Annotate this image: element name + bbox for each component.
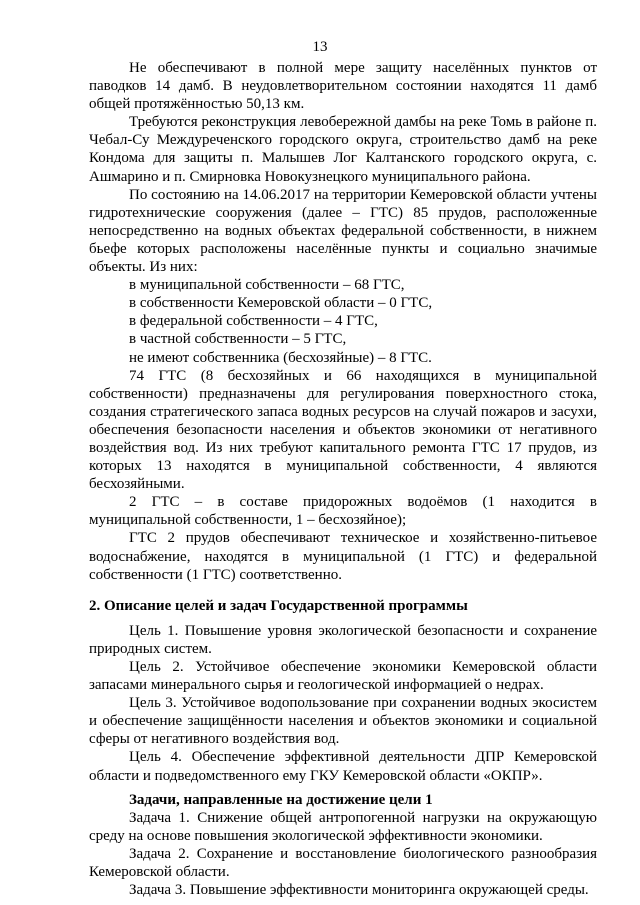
task-2: Задача 2. Сохранение и восстановление биологического разнообразия Кемеровской области. [89,845,597,881]
task-1: Задача 1. Снижение общей антропогенной нагрузки на окружающую среду на основе повышения экологической эффективности экономики. [89,809,597,844]
list-item-private: в частной собственности – 5 ГТС, [129,331,347,348]
task-3: Задача 3. Повышение эффективности мониторинга окружающей среды. [129,882,589,899]
list-item-ownerless: не имеют собственника (бесхозяйные) – 8 ГТС. [129,349,432,366]
paragraph-2-gts-roadside: 2 ГТС – в составе придорожных водоёмов (1 находится в муниципальной собственности, 1 – бесхозяйное); [89,494,597,529]
paragraph-dams-protection: Не обеспечивают в полной мере защиту населённых пунктов от паводков 14 дамб. В неудовлетворительном состоянии находятся 11 дамб общей протяжённостью 50,13 км. [89,60,597,113]
goal-3: Цель 3. Устойчивое водопользование при сохранении водных экосистем и обеспечение защищённости населения и объектов экономики и социальной сферы от негативного воздействия вод. [89,695,597,748]
page-number: 13 [312,39,328,55]
goal-1: Цель 1. Повышение уровня экологической безопасности и сохранение природных систем. [89,622,597,657]
paragraph-2-ponds-supply: ГТС 2 прудов обеспечивают техническое и хозяйственно-питьевое водоснабжение, находятся в муниципальной (1 ГТС) и федеральной собственности (1 ГТС) соответственно. [89,530,597,583]
list-item-municipal: в муниципальной собственности – 68 ГТС, [129,277,405,294]
paragraph-74-gts: 74 ГТС (8 бесхозяйных и 66 находящихся в муниципальной собственности) предназначены для регулирования поверхностного стока, создания стратегического запаса водных ресурсов на случай пожаров и засухи, обеспечения безопасности населения и объектов экономики от негативного воздействия вод. Из них требуют капитального ремонта ГТС 17 прудов, из которых 13 находятся в муниципальной собственности, 4 являются бесхозяйными. [89,367,597,493]
goal-4: Цель 4. Обеспечение эффективной деятельности ДПР Кемеровской области и подведомственного ему ГКУ Кемеровской области «ОКПР». [89,749,597,784]
list-item-regional: в собственности Кемеровской области – 0 ГТС, [129,295,433,312]
paragraph-hydro-structures: По состоянию на 14.06.2017 на территории Кемеровской области учтены гидротехнические сооружения (далее – ГТС) 85 прудов, расположенные непосредственно на водных объектах федеральной собственности, в нижнем бьефе которых расположены населённые пункты и социально значимые объекты. Из них: [89,186,597,276]
document-body [89,59,597,899]
tasks-heading: Задачи, направленные на достижение цели 1 [129,791,433,808]
list-item-federal: в федеральной собственности – 4 ГТС, [129,313,378,330]
section-heading: 2. Описание целей и задач Государственной программы [89,597,468,614]
paragraph-reconstruction: Требуются реконструкция левобережной дамбы на реке Томь в районе п. Чебал-Су Междуреченского городского округа, строительство дамб на реке Кондома для защиты п. Малышев Лог Калтанского городского округа, с. Ашмарино и п. Смирновка Новокузнецкого муниципального района. [89,114,597,185]
goal-2: Цель 2. Устойчивое обеспечение экономики Кемеровской области запасами минерального сырья и геологической информацией о недрах. [89,659,597,694]
